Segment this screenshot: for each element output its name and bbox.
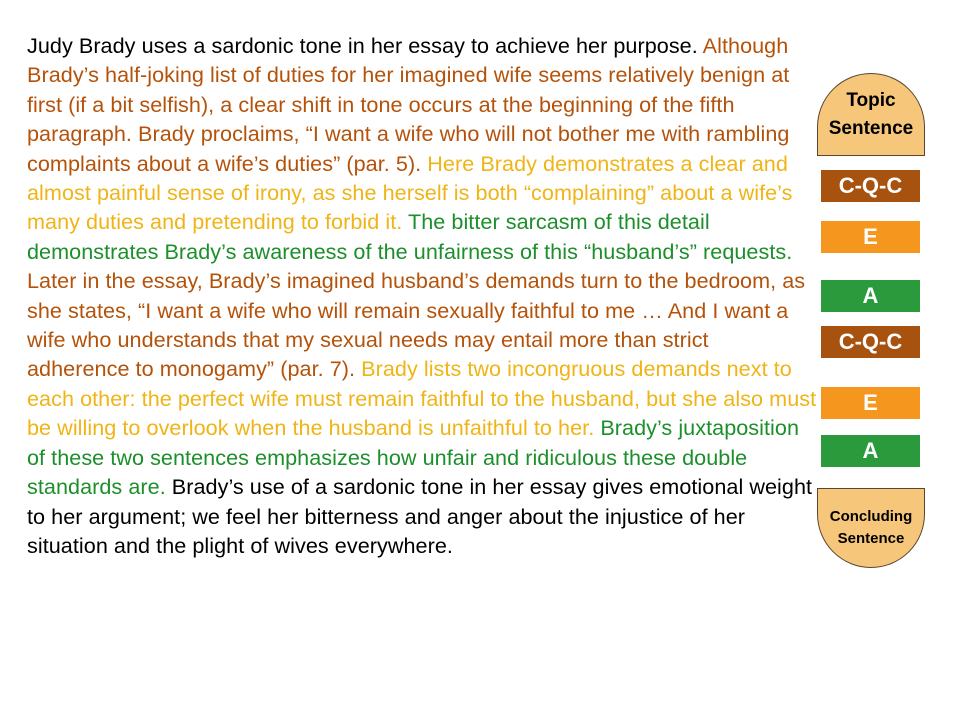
cqc-text-1: Although Brady’s half-joking list of duties for her imagined wife seems relatively benign at first (if a bit selfish), a clear shift in tone occurs at the beginning of the fifth paragraph. Brady proclaims, “I want a wife who will not bother me with rambling complaints about a wife’s duties” (par. 5).	[27, 33, 790, 176]
analysis-label-2: A	[821, 435, 920, 467]
evidence-text-1: Here Brady demonstrates a clear and almost painful sense of irony, as she herself is both “complaining” about a wife’s many duties and pretending to forbid it.	[27, 150, 793, 235]
topic-label-line1: Topic	[846, 89, 896, 111]
evidence-label-2: E	[821, 387, 920, 419]
topic-label-line2: Sentence	[828, 117, 914, 139]
topic-sentence-label	[817, 73, 925, 156]
cqc-label-2: C-Q-C	[821, 326, 920, 358]
evidence-text-2: Brady lists two incongruous demands next to each other: the perfect wife must remain faithful to the husband, but she also must be willing to overlook when the husband is unfaithful to her.	[27, 356, 817, 441]
topic-sentence-text: Judy Brady uses a sardonic tone in her essay to achieve her purpose.	[27, 33, 703, 58]
analysis-text-2: Brady’s juxtaposition of these two sentences emphasizes how unfair and ridiculous these double standards are.	[27, 415, 800, 500]
analysis-label-1: A	[821, 280, 920, 312]
essay-paragraph	[27, 31, 817, 560]
concluding-sentence-label	[817, 488, 925, 568]
cqc-text-2: Later in the essay, Brady’s imagined husband’s demands turn to the bedroom, as she states, “I want a wife who will remain sexually faithful to me … And I want a wife who understands that my sexual needs may entail more than strict adherence to monogamy” (par. 7).	[27, 268, 806, 382]
cqc-label-1: C-Q-C	[821, 170, 920, 202]
concluding-label-line1: Concluding	[829, 508, 913, 525]
concluding-sentence-text: Brady’s use of a sardonic tone in her essay gives emotional weight to her argument; we feel her bitterness and anger about the injustice of her situation and the plight of wives everywhere.	[27, 474, 813, 558]
evidence-label-1: E	[821, 221, 920, 253]
analysis-text-1: The bitter sarcasm of this detail demonstrates Brady’s awareness of the unfairness of this “husband’s” requests.	[27, 209, 793, 264]
concluding-label-line2: Sentence	[837, 530, 905, 547]
